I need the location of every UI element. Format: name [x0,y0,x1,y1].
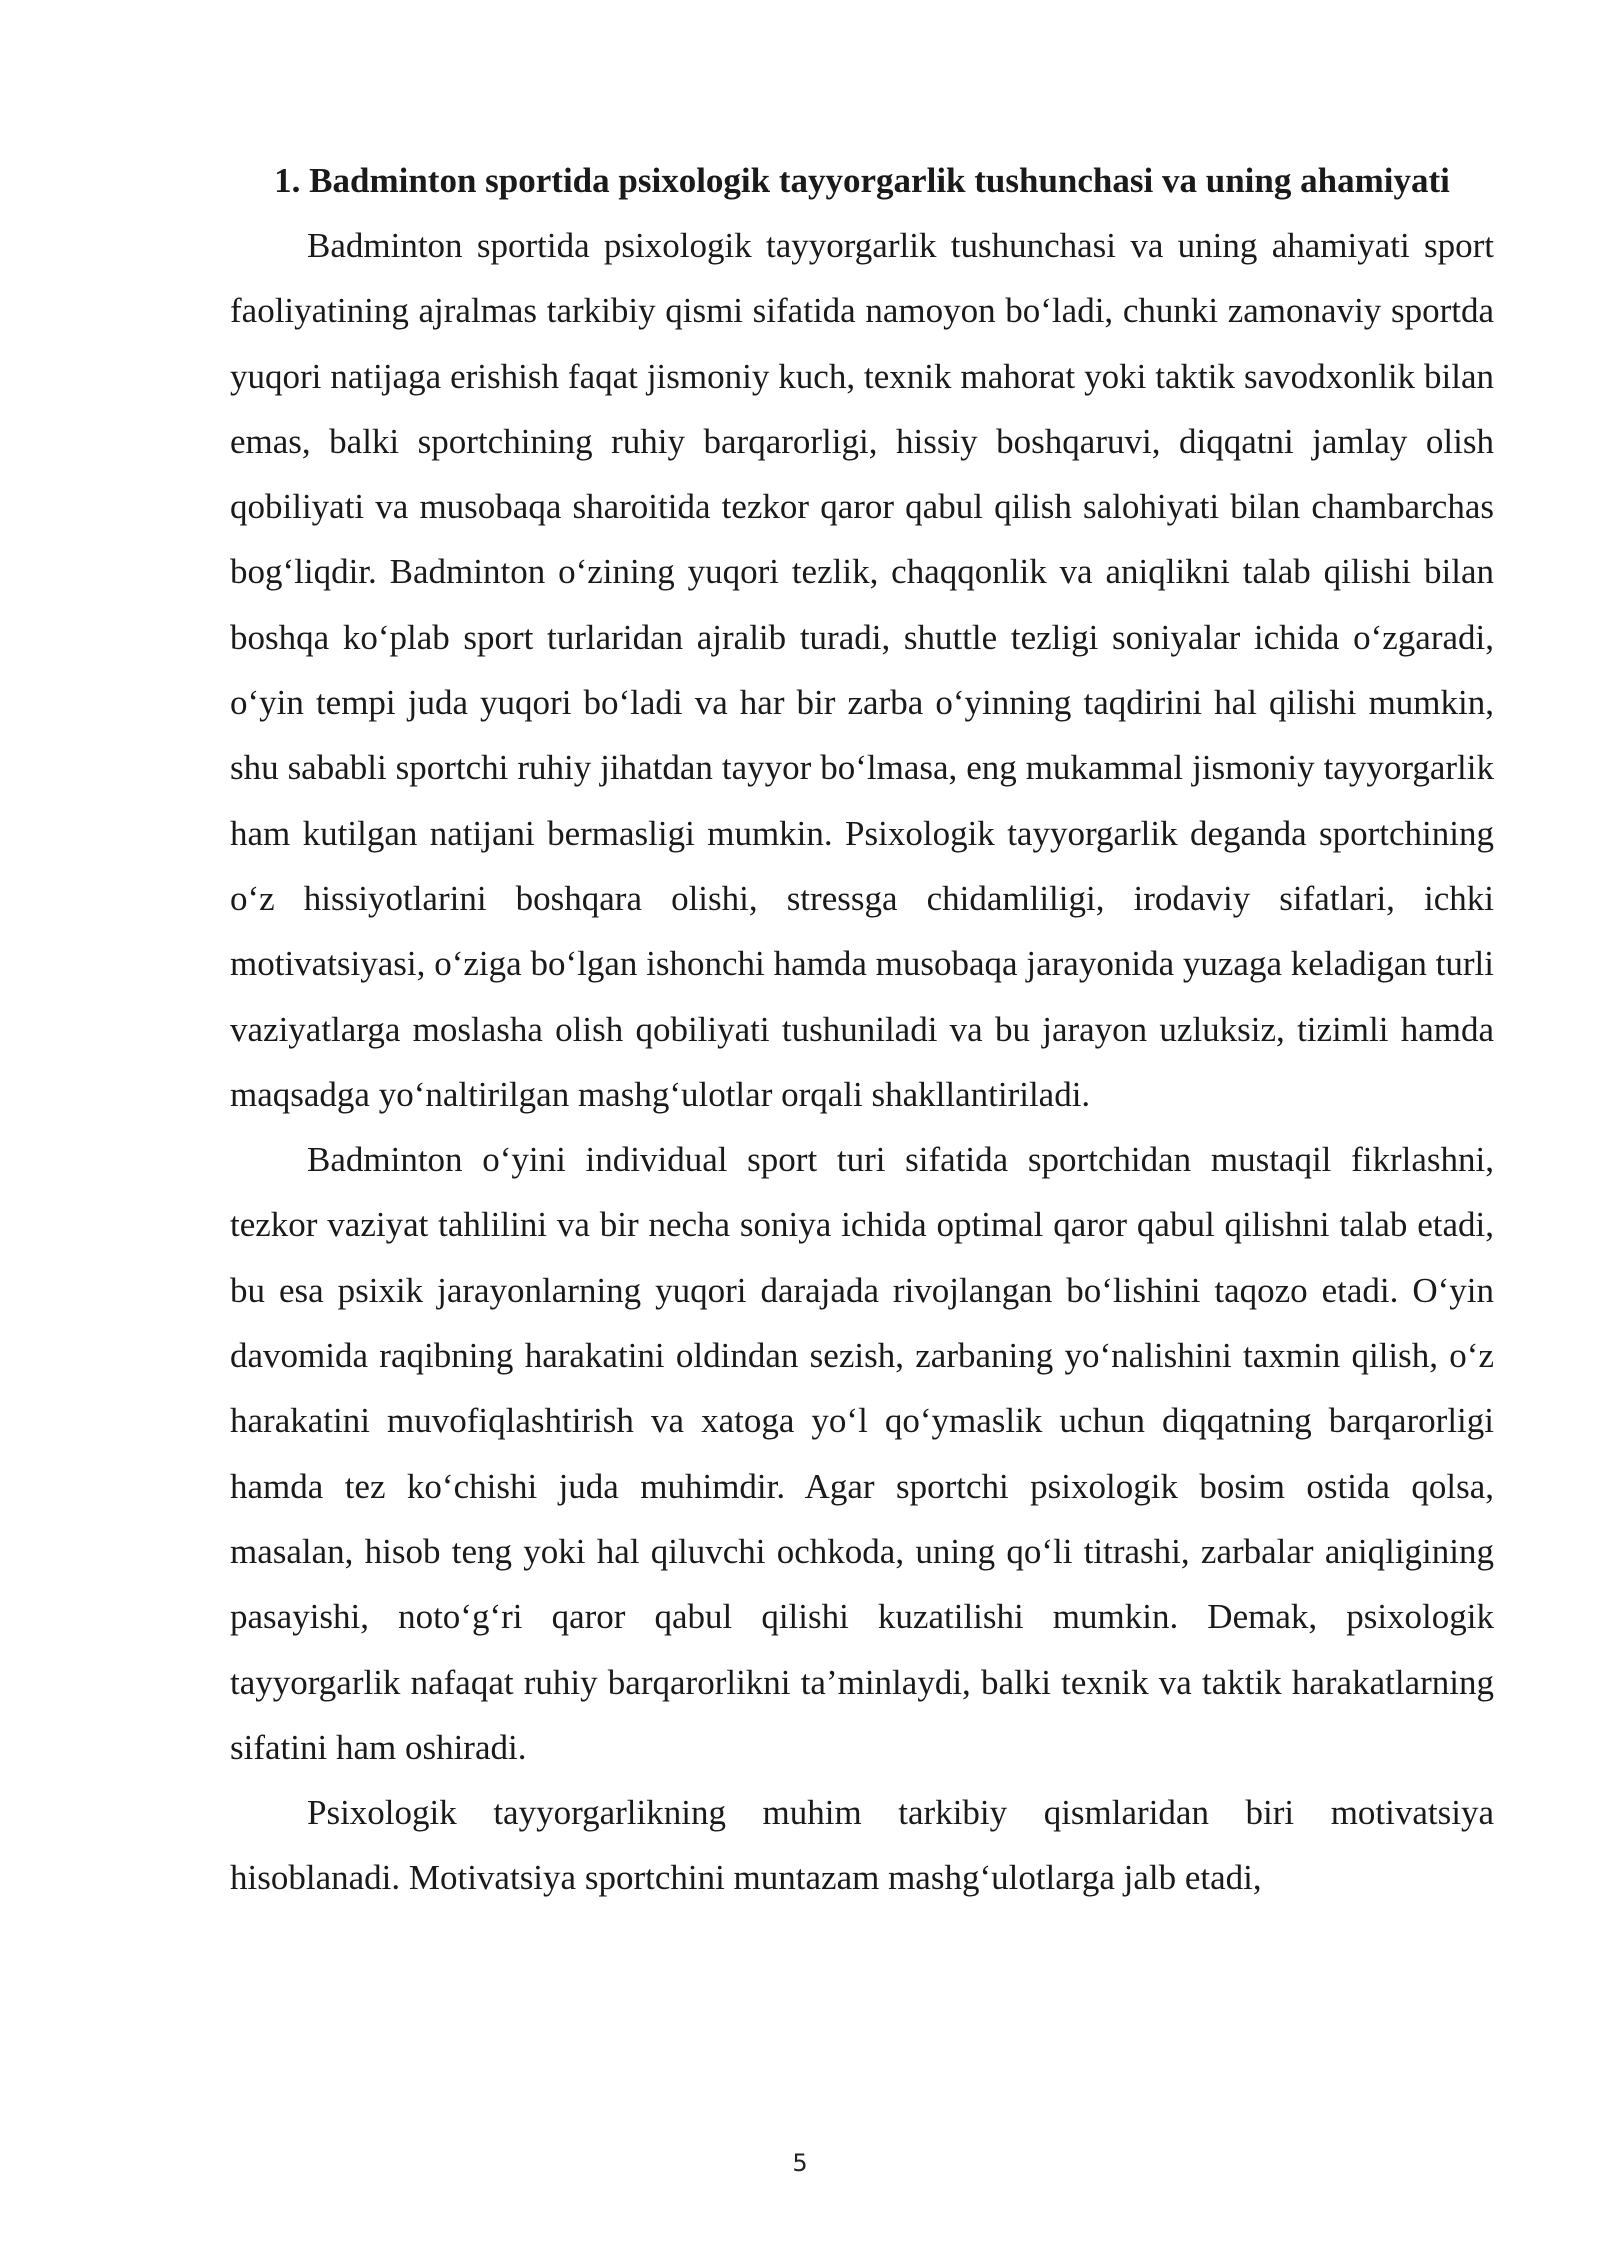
page-number: 5 [792,2149,808,2177]
section-heading: 1. Badminton sportida psixologik tayyorgarlik tushunchasi va uning ahamiyati [274,161,1450,200]
paragraph-1: Badminton sportida psixologik tayyorgarlik tushunchasi va uning ahamiyati sport faoliyatining ajralmas tarkibiy qismi sifatida namoyon bo‘ladi, chunki zamonaviy sportda yuqori natijaga erishish faqat jismoniy kuch, texnik mahorat yoki taktik savodxonlik bilan emas, balki sportchining ruhiy barqarorligi, hissiy boshqaruvi, diqqatni jamlay olish qobiliyati va musobaqa sharoitida tezkor qaror qabul qilish salohiyati bilan chambarchas bog‘liqdir. Badminton o‘zining yuqori tezlik, chaqqonlik va aniqlikni talab qilishi bilan boshqa ko‘plab sport turlaridan ajralib turadi, shuttle tezligi soniyalar ichida o‘zgaradi, o‘yin tempi juda yuqori bo‘ladi va har bir zarba o‘yinning taqdirini hal qilishi mumkin, shu sababli sportchi ruhiy jihatdan tayyor bo‘lmasa, eng mukammal jismoniy tayyorgarlik ham kutilgan natijani bermasligi mumkin. Psixologik tayyorgarlik deganda sportchining o‘z hissiyotlarini boshqara olishi, stressga chidamliligi, irodaviy sifatlari, ichki motivatsiyasi, o‘ziga bo‘lgan ishonchi hamda musobaqa jarayonida yuzaga keladigan turli vaziyatlarga moslasha olish qobiliyati tushuniladi va bu jarayon uzluksiz, tizimli hamda maqsadga yo‘naltirilgan mashg‘ulotlar orqali shakllantiriladi. [230,226,1494,1114]
paragraph-2: Badminton o‘yini individual sport turi sifatida sportchidan mustaqil fikrlashni, tezkor vaziyat tahlilini va bir necha soniya ichida optimal qaror qabul qilishni talab etadi, bu esa psixik jarayonlarning yuqori darajada rivojlangan bo‘lishini taqozo etadi. O‘yin davomida raqibning harakatini oldindan sezish, zarbaning yo‘nalishini taxmin qilish, o‘z harakatini muvofiqlashtirish va xatoga yo‘l qo‘ymaslik uchun diqqatning barqarorligi hamda tez ko‘chishi juda muhimdir. Agar sportchi psixologik bosim ostida qolsa, masalan, hisob teng yoki hal qiluvchi ochkoda, uning qo‘li titrashi, zarbalar aniqligining pasayishi, noto‘g‘ri qaror qabul qilishi kuzatilishi mumkin. Demak, psixologik tayyorgarlik nafaqat ruhiy barqarorlikni ta’minlaydi, balki texnik va taktik harakatlarning sifatini ham oshiradi. [230,1140,1494,1767]
paragraph-3: Psixologik tayyorgarlikning muhim tarkibiy qismlaridan biri motivatsiya hisoblanadi. Motivatsiya sportchini muntazam mashg‘ulotlarga jalb etadi, [230,1793,1494,1898]
page-content [230,148,1494,1911]
